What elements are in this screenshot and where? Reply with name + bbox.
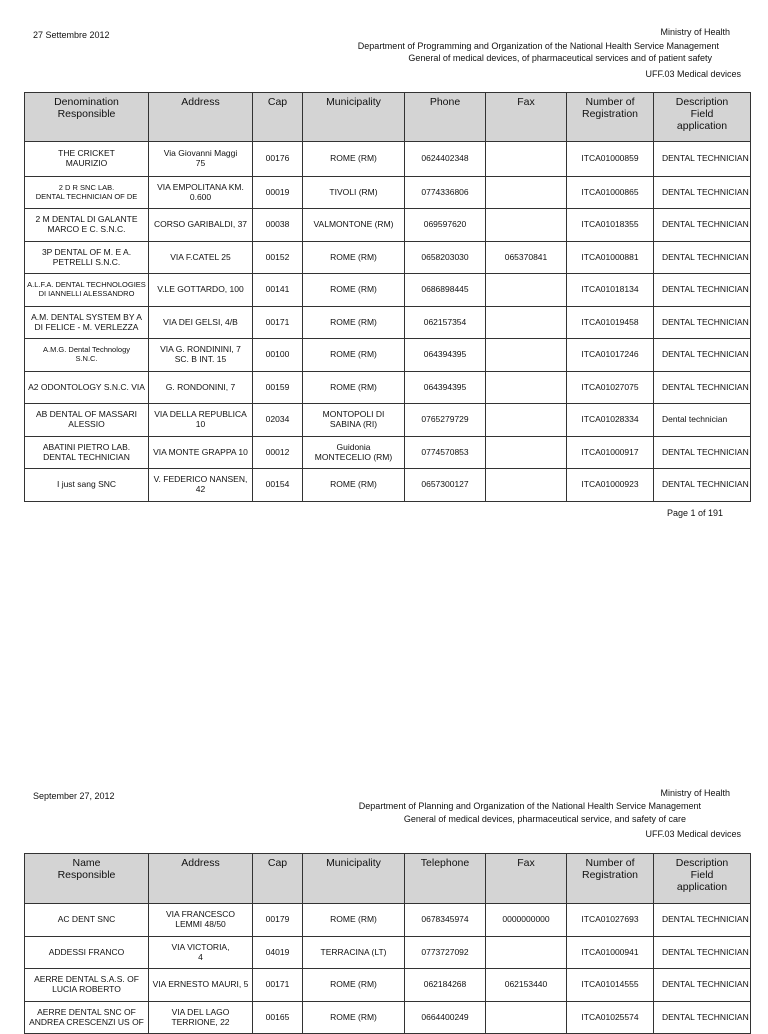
table-row [25,339,751,372]
cell-denomination: A.M.G. Dental Technology S.N.C. [25,339,149,372]
table-row [25,937,751,969]
cell-municipality: ROME (RM) [303,904,405,937]
cell-municipality: ROME (RM) [303,274,405,307]
cell-cap: 00100 [253,339,303,372]
table-header-row [25,93,751,142]
cell-fax: 062153440 [486,969,567,1002]
cell-phone: 069597620 [405,209,486,242]
cell-registration: ITCA01028334 [567,404,654,437]
cell-registration: ITCA01025574 [567,1002,654,1034]
cell-description: DENTAL TECHNICIAN [654,1002,751,1034]
cell-telephone: 0664400249 [405,1002,486,1034]
cell-description: Dental technician [654,404,751,437]
cell-cap: 02034 [253,404,303,437]
cell-registration: ITCA01018355 [567,209,654,242]
cell-address: V. FEDERICO NANSEN, 42 [149,469,253,502]
cell-fax [486,142,567,177]
table-row [25,274,751,307]
cell-municipality: ROME (RM) [303,969,405,1002]
cell-registration: ITCA01018134 [567,274,654,307]
cell-telephone: 062184268 [405,969,486,1002]
cell-cap: 00176 [253,142,303,177]
header-ministry: Ministry of Health [660,788,730,798]
table-row [25,307,751,339]
header-department: Department of Planning and Organization of the National Health Service Management [358,801,701,811]
cell-denomination: AB DENTAL OF MASSARI ALESSIO [25,404,149,437]
cell-address: VIA F.CATEL 25 [149,242,253,274]
cell-registration: ITCA01000881 [567,242,654,274]
cell-registration: ITCA01019458 [567,307,654,339]
cell-description: DENTAL TECHNICIAN [654,177,751,209]
cell-municipality: ROME (RM) [303,372,405,404]
cell-municipality: ROME (RM) [303,1002,405,1034]
cell-description: DENTAL TECHNICIAN [654,307,751,339]
cell-cap: 00179 [253,904,303,937]
table-row [25,209,751,242]
cell-municipality: TIVOLI (RM) [303,177,405,209]
cell-fax [486,372,567,404]
table-row [25,904,751,937]
col-header-address: Address [149,854,253,904]
cell-municipality: Guidonia MONTECELIO (RM) [303,437,405,469]
cell-phone: 064394395 [405,339,486,372]
cell-denomination: A2 ODONTOLOGY S.N.C. VIA [25,372,149,404]
cell-denomination: I just sang SNC [25,469,149,502]
cell-address: V.LE GOTTARDO, 100 [149,274,253,307]
document-date: September 27, 2012 [33,791,115,801]
col-header-fax: Fax [486,854,567,904]
cell-denomination: A.M. DENTAL SYSTEM BY A DI FELICE - M. VERLEZZA [25,307,149,339]
cell-phone: 0658203030 [405,242,486,274]
cell-fax: 065370841 [486,242,567,274]
cell-description: DENTAL TECHNICIAN [654,937,751,969]
header-office: UFF.03 Medical devices [645,69,741,79]
cell-registration: ITCA01017246 [567,339,654,372]
cell-municipality: TERRACINA (LT) [303,937,405,969]
registry-table [24,92,751,502]
col-header-fax: Fax [486,93,567,142]
col-header-phone: Phone [405,93,486,142]
col-header-address: Address [149,93,253,142]
cell-phone: 0657300127 [405,469,486,502]
cell-address: Via Giovanni Maggi 75 [149,142,253,177]
cell-address: VIA DEL LAGO TERRIONE, 22 [149,1002,253,1034]
cell-municipality: VALMONTONE (RM) [303,209,405,242]
cell-description: DENTAL TECHNICIAN [654,969,751,1002]
cell-denomination: ABATINI PIETRO LAB. DENTAL TECHNICIAN [25,437,149,469]
col-header-municipality: Municipality [303,93,405,142]
cell-municipality: ROME (RM) [303,142,405,177]
col-header-registration: Number of Registration [567,93,654,142]
cell-registration: ITCA01000941 [567,937,654,969]
cell-name: ADDESSI FRANCO [25,937,149,969]
table-header-row [25,854,751,904]
header-ministry: Ministry of Health [660,27,730,37]
cell-fax [486,437,567,469]
cell-description: DENTAL TECHNICIAN [654,469,751,502]
document-date: 27 Settembre 2012 [33,30,110,40]
table-row [25,437,751,469]
col-header-cap: Cap [253,93,303,142]
cell-registration: ITCA01000865 [567,177,654,209]
header-department: Department of Programming and Organization of the National Health Service Management [357,41,719,51]
cell-registration: ITCA01027075 [567,372,654,404]
table-row [25,177,751,209]
col-header-name: Name Responsible [25,854,149,904]
cell-address: VIA ERNESTO MAURI, 5 [149,969,253,1002]
cell-cap: 00038 [253,209,303,242]
cell-registration: ITCA01027693 [567,904,654,937]
cell-phone: 0774570853 [405,437,486,469]
col-header-registration: Number of Registration [567,854,654,904]
cell-description: DENTAL TECHNICIAN [654,142,751,177]
cell-address: VIA FRANCESCO LEMMI 48/50 [149,904,253,937]
cell-fax [486,1002,567,1034]
cell-municipality: ROME (RM) [303,242,405,274]
col-header-cap: Cap [253,854,303,904]
cell-registration: ITCA01000917 [567,437,654,469]
table-row [25,969,751,1002]
col-header-denomination: Denomination Responsible [25,93,149,142]
cell-denomination: 2 M DENTAL DI GALANTE MARCO E C. S.N.C. [25,209,149,242]
table-row [25,404,751,437]
table-row [25,242,751,274]
cell-municipality: MONTOPOLI DI SABINA (RI) [303,404,405,437]
cell-fax [486,937,567,969]
cell-cap: 00141 [253,274,303,307]
cell-description: DENTAL TECHNICIAN [654,904,751,937]
col-header-municipality: Municipality [303,854,405,904]
cell-registration: ITCA01000859 [567,142,654,177]
cell-phone: 0624402348 [405,142,486,177]
cell-cap: 00154 [253,469,303,502]
cell-telephone: 0678345974 [405,904,486,937]
cell-phone: 062157354 [405,307,486,339]
cell-address: CORSO GARIBALDI, 37 [149,209,253,242]
cell-denomination: A.L.F.A. DENTAL TECHNOLOGIES DI IANNELLI ALESSANDRO [25,274,149,307]
cell-address: VIA MONTE GRAPPA 10 [149,437,253,469]
cell-address: VIA DELLA REPUBLICA 10 [149,404,253,437]
registry-table [24,853,751,1034]
cell-cap: 00159 [253,372,303,404]
cell-address: VIA VICTORIA, 4 [149,937,253,969]
cell-denomination: THE CRICKET MAURIZIO [25,142,149,177]
cell-fax [486,274,567,307]
cell-address: VIA G. RONDININI, 7 SC. B INT. 15 [149,339,253,372]
cell-phone: 064394395 [405,372,486,404]
cell-cap: 00012 [253,437,303,469]
cell-cap: 00019 [253,177,303,209]
page-number: Page 1 of 191 [666,508,723,518]
header-general: General of medical devices, of pharmaceutical services and of patient safety [408,53,712,63]
cell-description: DENTAL TECHNICIAN [654,339,751,372]
col-header-description: Description Field application [654,93,751,142]
cell-description: DENTAL TECHNICIAN [654,437,751,469]
cell-cap: 04019 [253,937,303,969]
cell-municipality: ROME (RM) [303,339,405,372]
col-header-description: Description Field application [654,854,751,904]
table-row [25,1002,751,1034]
cell-cap: 00171 [253,969,303,1002]
cell-fax [486,469,567,502]
table-row [25,469,751,502]
col-header-telephone: Telephone [405,854,486,904]
cell-cap: 00165 [253,1002,303,1034]
cell-address: G. RONDONINI, 7 [149,372,253,404]
cell-fax [486,307,567,339]
cell-description: DENTAL TECHNICIAN [654,209,751,242]
cell-description: DENTAL TECHNICIAN [654,242,751,274]
cell-municipality: ROME (RM) [303,307,405,339]
cell-description: DENTAL TECHNICIAN [654,274,751,307]
header-general: General of medical devices, pharmaceutical service, and safety of care [403,814,686,824]
cell-name: AERRE DENTAL S.A.S. OF LUCIA ROBERTO [25,969,149,1002]
cell-fax [486,177,567,209]
cell-fax [486,209,567,242]
cell-registration: ITCA01000923 [567,469,654,502]
cell-phone: 0774336806 [405,177,486,209]
cell-name: AERRE DENTAL SNC OF ANDREA CRESCENZI US OF [25,1002,149,1034]
cell-name: AC DENT SNC [25,904,149,937]
table-row [25,142,751,177]
cell-municipality: ROME (RM) [303,469,405,502]
cell-fax: 0000000000 [486,904,567,937]
cell-fax [486,404,567,437]
cell-telephone: 0773727092 [405,937,486,969]
cell-cap: 00152 [253,242,303,274]
cell-denomination: 2 D R SNC LAB. DENTAL TECHNICIAN OF DE [25,177,149,209]
cell-cap: 00171 [253,307,303,339]
cell-phone: 0686898445 [405,274,486,307]
table-row [25,372,751,404]
cell-address: VIA DEI GELSI, 4/B [149,307,253,339]
cell-phone: 0765279729 [405,404,486,437]
cell-registration: ITCA01014555 [567,969,654,1002]
cell-description: DENTAL TECHNICIAN [654,372,751,404]
cell-address: VIA EMPOLITANA KM. 0.600 [149,177,253,209]
header-office: UFF.03 Medical devices [645,829,741,839]
cell-fax [486,339,567,372]
cell-denomination: 3P DENTAL OF M. E A. PETRELLI S.N.C. [25,242,149,274]
